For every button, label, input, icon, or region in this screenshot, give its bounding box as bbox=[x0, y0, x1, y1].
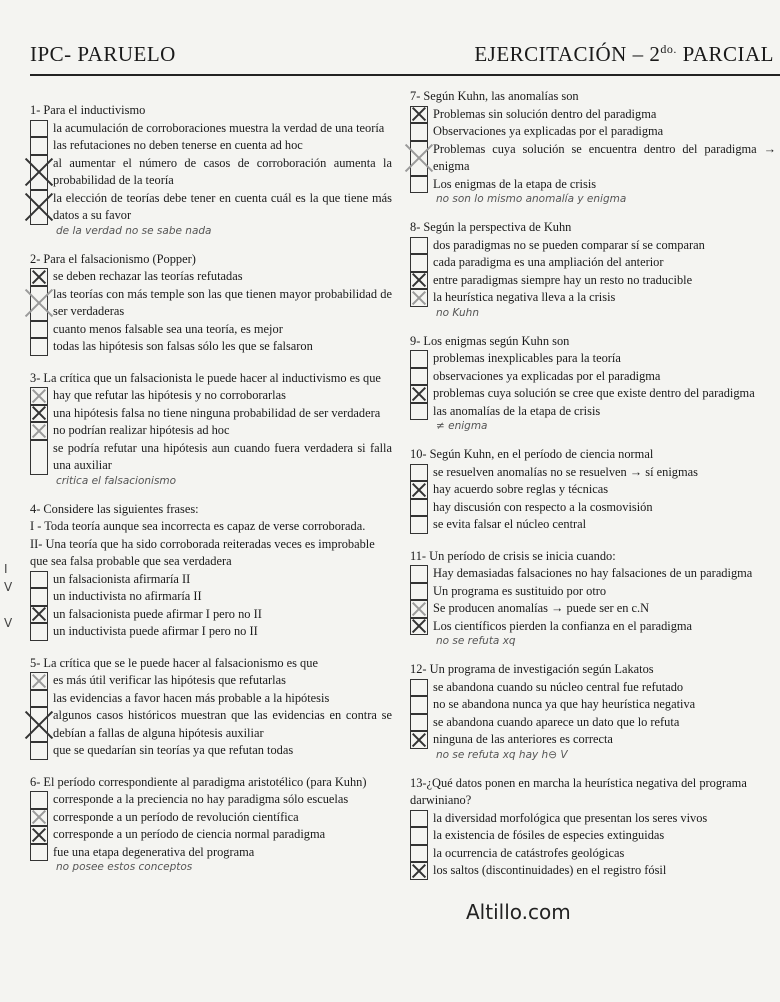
checkbox-marked[interactable] bbox=[410, 289, 428, 307]
margin-mark: V bbox=[4, 580, 13, 594]
margin-mark: I bbox=[4, 562, 8, 576]
option-text: corresponde a la preciencia no hay paradigma sólo escuelas bbox=[53, 792, 349, 806]
answer-option bbox=[410, 176, 776, 194]
option-text: hay que refutar las hipótesis y no corroborarlas bbox=[53, 388, 286, 402]
option-text: un falsacionista afirmaría II bbox=[53, 571, 191, 586]
option-text: ninguna de las anteriores es correcta bbox=[433, 732, 613, 746]
checkbox-marked[interactable] bbox=[30, 387, 48, 405]
question-stem: 8- Según la perspectiva de Kuhn bbox=[410, 220, 572, 234]
answer-option bbox=[410, 696, 776, 714]
left-column bbox=[30, 102, 392, 887]
answer-option bbox=[30, 190, 392, 225]
option-text: se deben rechazar las teorías refutadas bbox=[53, 269, 243, 283]
answer-option bbox=[410, 368, 776, 386]
option-text: Problemas sin solución dentro del paradigma bbox=[433, 106, 657, 121]
answer-option bbox=[30, 440, 392, 475]
checkbox-empty[interactable] bbox=[30, 844, 48, 862]
option-text: todas las hipótesis son falsas sólo les que se falsaron bbox=[53, 339, 313, 353]
answer-option bbox=[410, 403, 776, 421]
question bbox=[30, 655, 392, 760]
option-text: observaciones ya explicadas por el paradigma bbox=[433, 368, 661, 383]
answer-option bbox=[30, 588, 392, 606]
option-text: Hay demasiadas falsaciones no hay falsaciones de un paradigma bbox=[433, 566, 753, 580]
checkbox-empty[interactable] bbox=[30, 791, 48, 809]
question bbox=[410, 661, 776, 761]
checkbox-empty[interactable] bbox=[410, 464, 428, 482]
checkbox-marked[interactable] bbox=[410, 618, 428, 636]
checkbox-empty[interactable] bbox=[30, 742, 48, 760]
checkbox-marked[interactable] bbox=[410, 731, 428, 749]
answer-option bbox=[410, 618, 776, 636]
checkbox-empty[interactable] bbox=[410, 499, 428, 517]
answer-option bbox=[410, 810, 776, 828]
question-stem: 4- Considere las siguientes frases: bbox=[30, 501, 199, 516]
checkbox-marked[interactable] bbox=[30, 826, 48, 844]
question bbox=[410, 775, 776, 880]
answer-option bbox=[410, 464, 776, 482]
checkbox-empty[interactable] bbox=[410, 403, 428, 421]
header-left-title: IPC- PARUELO bbox=[30, 42, 176, 66]
option-text: se podría refutar una hipótesis aun cuando fuera verdadera si falla una auxiliar bbox=[53, 440, 392, 472]
option-text: la existencia de fósiles de especies extinguidas bbox=[433, 828, 665, 842]
question bbox=[30, 102, 392, 237]
question-stem: 11- Un período de crisis se inicia cuando: bbox=[410, 548, 616, 563]
checkbox-empty[interactable] bbox=[410, 565, 428, 583]
option-text: la diversidad morfológica que presentan los seres vivos bbox=[433, 810, 708, 825]
option-text: un inductivista puede afirmar I pero no II bbox=[53, 624, 258, 638]
handwritten-note: critica el falsacionismo bbox=[56, 474, 177, 487]
answer-option bbox=[30, 571, 392, 589]
checkbox-marked[interactable] bbox=[410, 862, 428, 880]
checkbox-empty[interactable] bbox=[410, 368, 428, 386]
option-text: las teorías con más temple son las que tienen mayor probabilidad de ser verdaderas bbox=[53, 286, 392, 318]
option-text: hay discusión con respecto a la cosmovisión bbox=[433, 499, 653, 514]
answer-option bbox=[30, 405, 392, 423]
question bbox=[30, 774, 392, 874]
question bbox=[410, 333, 776, 433]
answer-option bbox=[410, 845, 776, 863]
question-stem: 9- Los enigmas según Kuhn son bbox=[410, 333, 570, 348]
handwritten-note: de la verdad no se sabe nada bbox=[56, 224, 212, 237]
question bbox=[410, 446, 776, 534]
checkbox-empty[interactable] bbox=[410, 176, 428, 194]
option-text: Problemas cuya solución se encuentra dentro del paradigma → enigma bbox=[433, 141, 776, 173]
checkbox-marked[interactable] bbox=[410, 385, 428, 403]
question bbox=[30, 501, 392, 641]
checkbox-marked[interactable] bbox=[30, 405, 48, 423]
question-stem: 1- Para el inductivismo bbox=[30, 103, 146, 117]
answer-option bbox=[30, 707, 392, 742]
option-text: la acumulación de corroboraciones muestra la verdad de una teoría bbox=[53, 120, 385, 135]
answer-option bbox=[410, 714, 776, 732]
checkbox-empty[interactable] bbox=[410, 516, 428, 534]
answer-option bbox=[30, 387, 392, 405]
answer-option bbox=[30, 120, 392, 138]
option-text: se evita falsar el núcleo central bbox=[433, 517, 587, 531]
option-text: se abandona cuando aparece un dato que lo refuta bbox=[433, 714, 680, 729]
checkbox-empty[interactable] bbox=[30, 137, 48, 155]
checkbox-empty[interactable] bbox=[410, 845, 428, 863]
answer-option bbox=[410, 565, 776, 583]
answer-option bbox=[410, 106, 776, 124]
checkbox-empty[interactable] bbox=[410, 123, 428, 141]
answer-option bbox=[410, 731, 776, 749]
answer-option bbox=[410, 583, 776, 601]
answer-option bbox=[410, 600, 776, 618]
option-text: hay acuerdo sobre reglas y técnicas bbox=[433, 482, 609, 496]
answer-option bbox=[30, 623, 392, 641]
checkbox-empty[interactable] bbox=[30, 338, 48, 356]
answer-option bbox=[30, 137, 392, 155]
option-text: la ocurrencia de catástrofes geológicas bbox=[433, 845, 625, 860]
checkbox-empty[interactable] bbox=[410, 714, 428, 732]
option-text: Un programa es sustituido por otro bbox=[433, 583, 607, 598]
answer-option bbox=[410, 272, 776, 290]
margin-mark: V bbox=[4, 616, 13, 630]
option-text: las evidencias a favor hacen más probable a la hipótesis bbox=[53, 690, 330, 705]
answer-option bbox=[410, 254, 776, 272]
checkbox-empty[interactable] bbox=[410, 583, 428, 601]
right-column bbox=[410, 88, 776, 894]
answer-option bbox=[410, 516, 776, 534]
question-stem: 6- El período correspondiente al paradigma aristotélico (para Kuhn) bbox=[30, 774, 367, 789]
option-text: la elección de teorías debe tener en cuenta cuál es la que tiene más datos a su favor bbox=[53, 190, 392, 222]
answer-option bbox=[410, 481, 776, 499]
answer-option bbox=[410, 499, 776, 517]
question-stem: 7- Según Kuhn, las anomalías son bbox=[410, 89, 579, 103]
answer-option bbox=[30, 672, 392, 690]
option-text: es más útil verificar las hipótesis que refutarlas bbox=[53, 673, 286, 687]
question-stem: 12- Un programa de investigación según Lakatos bbox=[410, 662, 654, 676]
checkbox-marked[interactable] bbox=[30, 606, 48, 624]
handwritten-note: no son lo mismo anomalía y enigma bbox=[436, 193, 627, 205]
option-text: problemas inexplicables para la teoría bbox=[433, 351, 621, 365]
checkbox-marked[interactable] bbox=[410, 481, 428, 499]
option-text: no se abandona nunca ya que hay heurística negativa bbox=[433, 697, 696, 711]
handwritten-note: ≠ enigma bbox=[436, 420, 488, 432]
option-text: se resuelven anomalías no se resuelven → sí enigmas bbox=[433, 464, 698, 479]
answer-option bbox=[410, 289, 776, 307]
checkbox-marked[interactable] bbox=[30, 155, 48, 190]
checkbox-empty[interactable] bbox=[30, 440, 48, 475]
answer-option bbox=[410, 385, 776, 403]
answer-option bbox=[30, 286, 392, 321]
option-text: Observaciones ya explicadas por el paradigma bbox=[433, 124, 664, 138]
answer-option bbox=[410, 827, 776, 845]
checkbox-empty[interactable] bbox=[30, 623, 48, 641]
option-text: cuanto menos falsable sea una teoría, es mejor bbox=[53, 321, 283, 336]
handwritten-note: no se refuta xq hay h⊖ V bbox=[436, 748, 568, 761]
header-right-title: EJERCITACIÓN – $2^{do.}$ PARCIAL bbox=[474, 42, 774, 66]
checkbox-marked[interactable] bbox=[30, 422, 48, 440]
answer-option bbox=[30, 268, 392, 286]
handwritten-note: no posee estos conceptos bbox=[56, 861, 193, 873]
answer-option bbox=[30, 742, 392, 760]
option-text: dos paradigmas no se pueden comparar sí se comparan bbox=[433, 237, 705, 252]
option-text: Se producen anomalías → puede ser en c.N bbox=[433, 601, 650, 615]
answer-option bbox=[30, 809, 392, 827]
checkbox-empty[interactable] bbox=[410, 810, 428, 828]
option-text: un falsacionista puede afirmar I pero no II bbox=[53, 606, 262, 621]
checkbox-marked[interactable] bbox=[30, 268, 48, 286]
checkbox-marked[interactable] bbox=[410, 272, 428, 290]
checkbox-marked[interactable] bbox=[30, 809, 48, 827]
checkbox-marked[interactable] bbox=[30, 286, 48, 321]
option-text: entre paradigmas siempre hay un resto no traducible bbox=[433, 272, 693, 287]
statement-line: II- Una teoría que ha sido corroborada reiteradas veces es improbable que sea falsa probable que sea verdadera bbox=[30, 536, 375, 568]
question bbox=[30, 370, 392, 487]
answer-option bbox=[30, 791, 392, 809]
question-stem: 2- Para el falsacionismo (Popper) bbox=[30, 251, 196, 266]
option-text: que se quedarían sin teorías ya que refutan todas bbox=[53, 743, 294, 757]
option-text: cada paradigma es una ampliación del anterior bbox=[433, 255, 664, 269]
answer-option bbox=[30, 606, 392, 624]
option-text: la heurística negativa lleva a la crisis bbox=[433, 290, 616, 304]
answer-option bbox=[30, 826, 392, 844]
checkbox-empty[interactable] bbox=[410, 696, 428, 714]
option-text: problemas cuya solución se cree que existe dentro del paradigma bbox=[433, 386, 755, 400]
option-text: Los enigmas de la etapa de crisis bbox=[433, 176, 597, 191]
checkbox-empty[interactable] bbox=[30, 321, 48, 339]
option-text: corresponde a un período de revolución científica bbox=[53, 809, 299, 824]
checkbox-marked[interactable] bbox=[30, 672, 48, 690]
question bbox=[30, 251, 392, 356]
question bbox=[410, 88, 776, 205]
checkbox-empty[interactable] bbox=[410, 237, 428, 255]
question bbox=[410, 548, 776, 648]
answer-option bbox=[30, 321, 392, 339]
checkbox-empty[interactable] bbox=[410, 679, 428, 697]
option-text: no podrían realizar hipótesis ad hoc bbox=[53, 423, 230, 437]
question bbox=[410, 219, 776, 319]
option-text: fue una etapa degenerativa del programa bbox=[53, 844, 255, 859]
option-text: al aumentar el número de casos de corroboración aumenta la probabilidad de la teoría bbox=[53, 155, 392, 187]
option-text: una hipótesis falsa no tiene ninguna probabilidad de ser verdadera bbox=[53, 405, 381, 420]
option-text: Los científicos pierden la confianza en el paradigma bbox=[433, 618, 693, 633]
checkbox-marked[interactable] bbox=[410, 106, 428, 124]
header-rule bbox=[30, 74, 780, 76]
checkbox-marked[interactable] bbox=[410, 141, 428, 176]
option-text: algunos casos históricos muestran que las evidencias en contra se debían a fallas de alguna hipótesis auxiliar bbox=[53, 708, 392, 740]
question-stem: 10- Según Kuhn, en el período de ciencia normal bbox=[410, 447, 654, 461]
answer-option bbox=[410, 141, 776, 176]
answer-option bbox=[30, 690, 392, 708]
option-text: las anomalías de la etapa de crisis bbox=[433, 403, 601, 418]
checkbox-empty[interactable] bbox=[30, 571, 48, 589]
option-text: los saltos (discontinuidades) en el registro fósil bbox=[433, 863, 667, 877]
answer-option bbox=[410, 123, 776, 141]
checkbox-empty[interactable] bbox=[30, 120, 48, 138]
handwritten-note: no Kuhn bbox=[436, 306, 479, 319]
checkbox-empty[interactable] bbox=[30, 690, 48, 708]
answer-option bbox=[30, 155, 392, 190]
question-stem: 13-¿Qué datos ponen en marcha la heurística negativa del programa darwiniano? bbox=[410, 775, 747, 807]
answer-option bbox=[410, 350, 776, 368]
checkbox-empty[interactable] bbox=[410, 254, 428, 272]
option-text: un inductivista no afirmaría II bbox=[53, 589, 202, 603]
statement-line: I - Toda teoría aunque sea incorrecta es capaz de verse corroborada. bbox=[30, 519, 366, 533]
option-text: las refutaciones no deben tenerse en cuenta ad hoc bbox=[53, 138, 303, 152]
answer-option bbox=[410, 237, 776, 255]
answer-option bbox=[30, 422, 392, 440]
checkbox-empty[interactable] bbox=[410, 350, 428, 368]
answer-option bbox=[30, 844, 392, 862]
question-stem: 5- La crítica que se le puede hacer al falsacionismo es que bbox=[30, 655, 318, 670]
option-text: corresponde a un período de ciencia normal paradigma bbox=[53, 827, 326, 841]
checkbox-empty[interactable] bbox=[30, 588, 48, 606]
answer-option bbox=[30, 338, 392, 356]
question-stem: 3- La crítica que un falsacionista le puede hacer al inductivismo es que bbox=[30, 370, 381, 385]
watermark-logo: Altillo.com bbox=[466, 900, 571, 924]
answer-option bbox=[410, 862, 776, 880]
checkbox-marked[interactable] bbox=[30, 190, 48, 225]
option-text: se abandona cuando su núcleo central fue refutado bbox=[433, 679, 684, 694]
checkbox-marked[interactable] bbox=[30, 707, 48, 742]
checkbox-empty[interactable] bbox=[410, 827, 428, 845]
checkbox-marked[interactable] bbox=[410, 600, 428, 618]
answer-option bbox=[410, 679, 776, 697]
handwritten-note: no se refuta xq bbox=[436, 635, 516, 647]
